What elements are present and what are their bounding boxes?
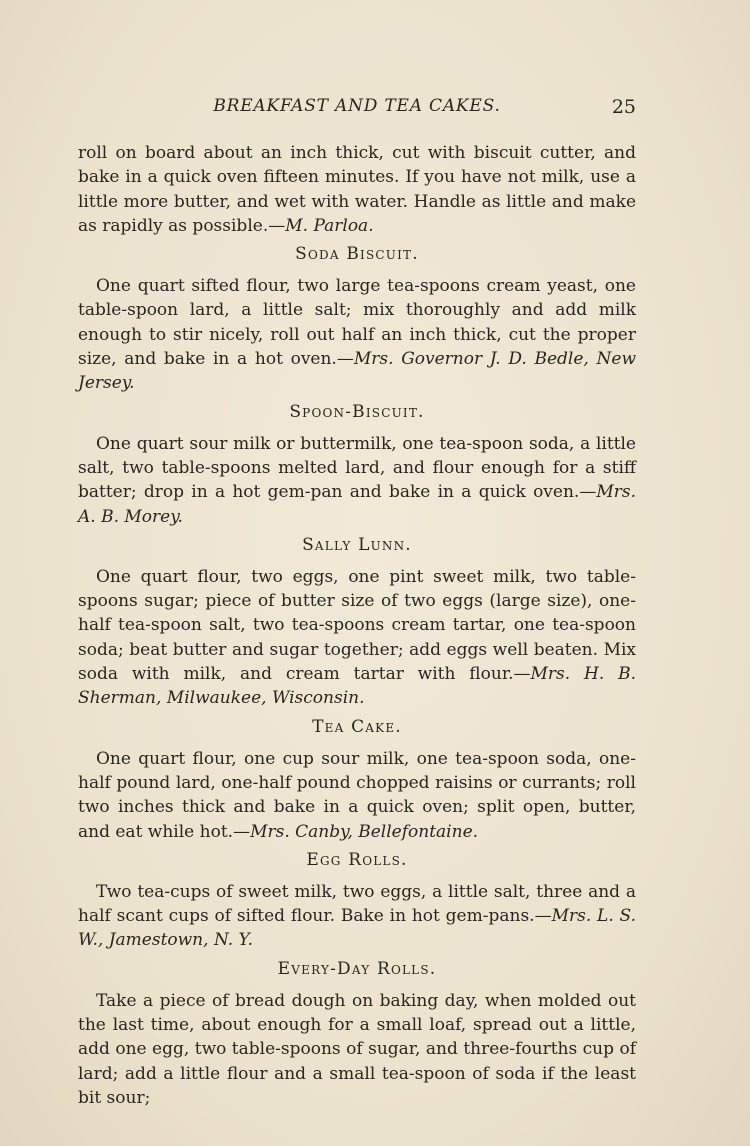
recipe-paragraph	[78, 432, 636, 529]
recipe-title: Every-Day Rolls.	[277, 958, 437, 979]
recipe-author: Mrs. L. S. W., Jamestown, N. Y.	[78, 906, 636, 951]
page-header	[78, 96, 636, 124]
recipe-title: Sally Lunn.	[302, 534, 412, 555]
recipe-text: One quart sour milk or buttermilk, one tea-spoon soda, a little salt, two table-spoons melted lard, and flour enough for a stiff batter; drop in a hot gem-pan and bake in a quick oven.—	[78, 433, 636, 503]
page-body	[78, 141, 636, 1110]
recipe-title: Egg Rolls.	[306, 849, 408, 870]
recipe-title: Soda Biscuit.	[295, 244, 419, 265]
page-number: 25	[611, 96, 636, 118]
recipe-text: Take a piece of bread dough on baking day, when molded out the last time, about enough for a small loaf, spread out a little, add one egg, two table-spoons of sugar, and three-fourths cup of lard; add a little flour and a small tea-spoon of soda if the least bit sour;	[78, 990, 636, 1108]
continuation-paragraph	[78, 141, 636, 238]
recipe-paragraph	[78, 565, 636, 711]
running-title: BREAKFAST AND TEA CAKES.	[213, 96, 501, 116]
recipe-text: roll on board about an inch thick, cut with biscuit cutter, and bake in a quick oven fifteen minutes. If you have not milk, use a little more butter, and wet with water. Handle as little and make as rapidly as possible.—	[78, 143, 636, 236]
recipe-paragraph	[78, 880, 636, 953]
recipe-paragraph	[78, 989, 636, 1110]
recipe-title: Spoon-Biscuit.	[289, 401, 425, 422]
recipe-title: Tea Cake.	[312, 716, 402, 737]
recipe-paragraph	[78, 747, 636, 844]
recipe-text: One quart sifted flour, two large tea-spoons cream yeast, one table-spoon lard, a little salt; mix thoroughly and add milk enough to stir nicely, roll out half an inch thick, cut the proper size, and bake in a hot oven.—	[78, 276, 636, 370]
recipe-paragraph	[78, 274, 636, 395]
recipe-author: Mrs. Governor J. D. Bedle, New Jersey.	[78, 349, 637, 394]
recipe-text: One quart flour, one cup sour milk, one tea-spoon soda, one-half pound lard, one-half pound chopped raisins or currants; roll two inches thick and bake in a quick oven; split open, butter, and eat while hot.—	[78, 748, 636, 842]
recipe-author: M. Parloa.	[285, 215, 374, 236]
recipe-author: Mrs. H. B. Sherman, Milwaukee, Wisconsin.	[78, 664, 636, 709]
recipe-text: Two tea-cups of sweet milk, two eggs, a little salt, three and a half scant cups of sifted flour. Bake in hot gem-pans.—	[78, 881, 636, 927]
recipe-author: Mrs. Canby, Bellefontaine.	[250, 821, 479, 842]
recipe-author: Mrs. A. B. Morey.	[78, 482, 636, 527]
recipe-text: One quart flour, two eggs, one pint sweet milk, two table-spoons sugar; piece of butter size of two eggs (large size), one-half tea-spoon salt, two tea-spoons cream tartar, one tea-spoon soda; beat butter and sugar together; add eggs well beaten. Mix soda with milk, and cream tartar with flour.—	[78, 566, 636, 685]
